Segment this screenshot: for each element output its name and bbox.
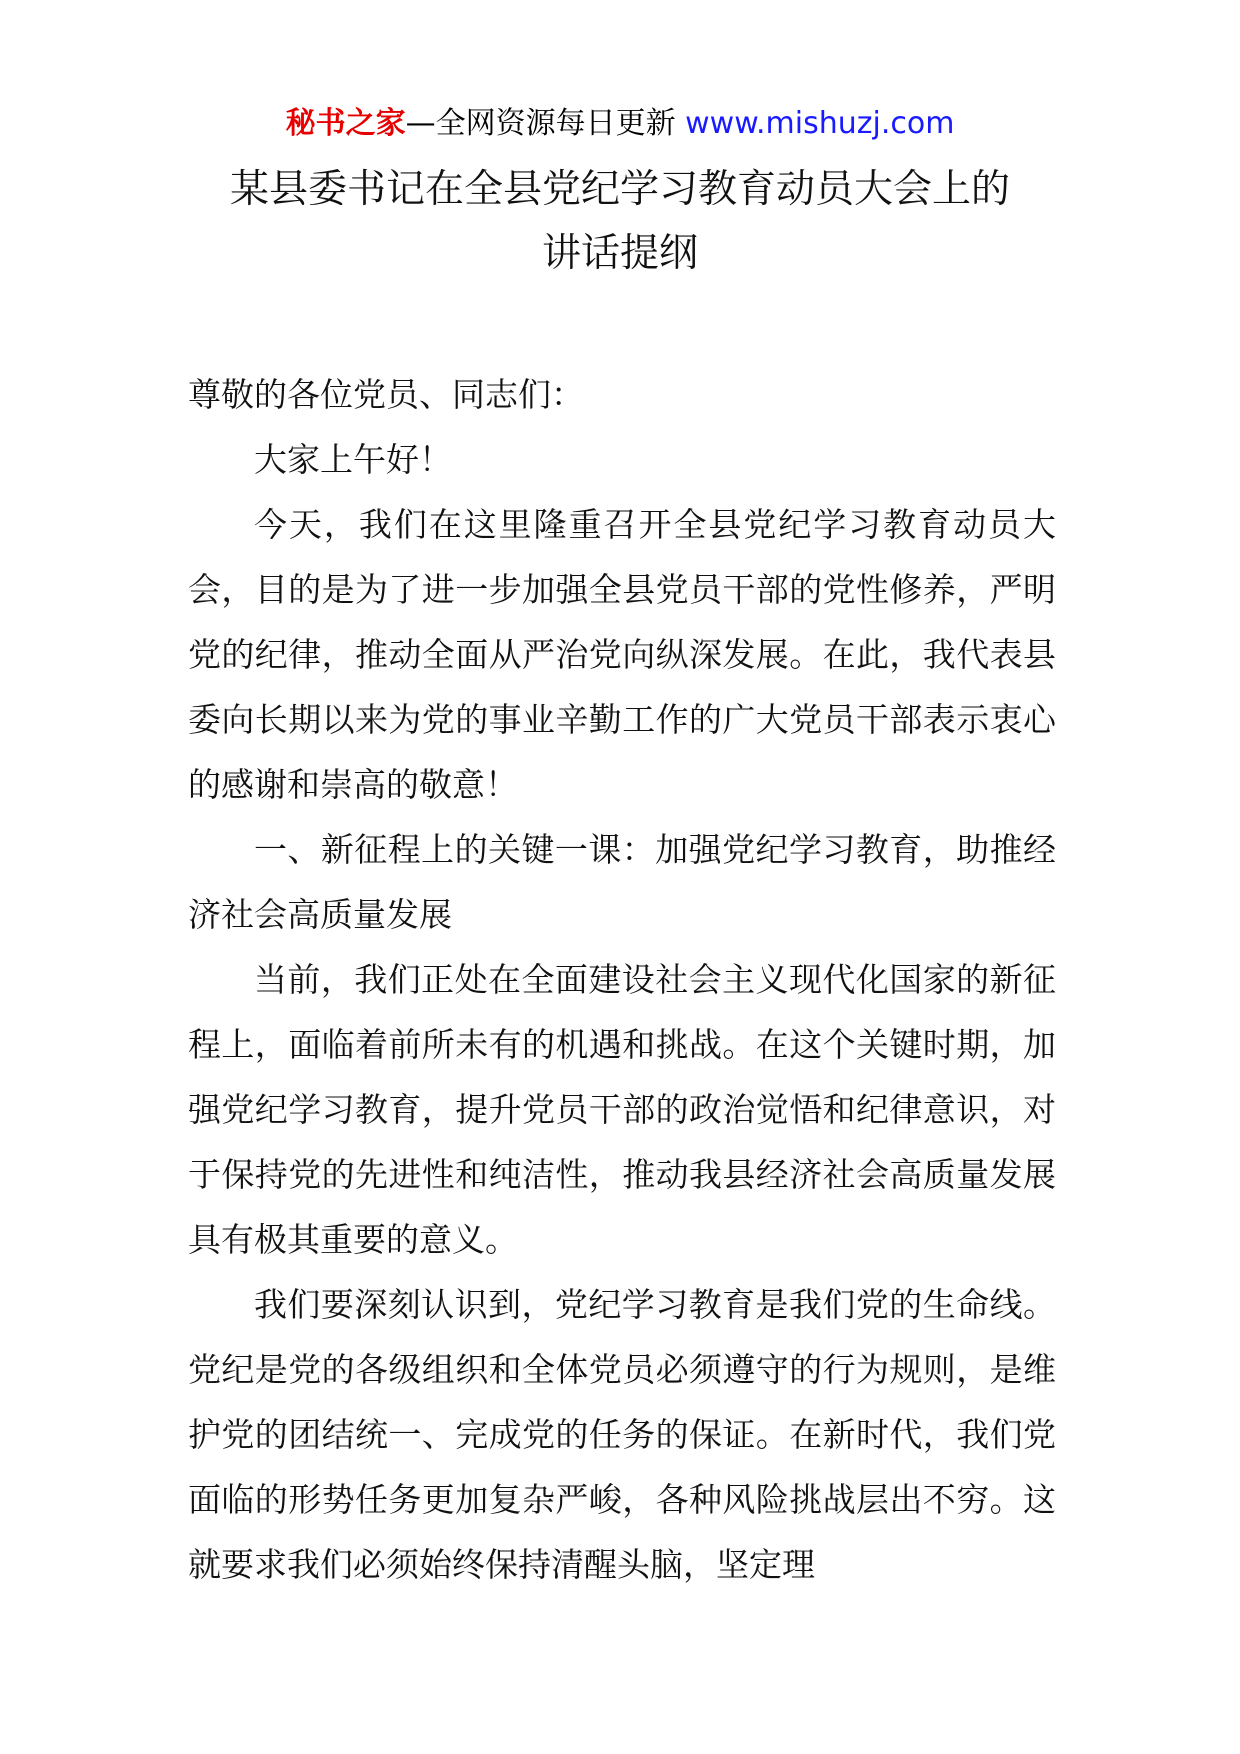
brand-name: 秘书之家 <box>285 106 406 141</box>
paragraph-party-discipline: 我们要深刻认识到，党纪学习教育是我们党的生命线。党纪是党的各级组织和全体党员必须遵守的行为规则，是维护党的团结统一、完成党的任务的保证。在新时代，我们党面临的形势任务更加复杂严峻，各种风险挑战层出不穷。这就要求我们必须始终保持清醒头脑，坚定理 <box>188 1285 1056 1584</box>
document-title <box>190 158 1050 286</box>
paragraph-current-situation: 当前，我们正处在全面建设社会主义现代化国家的新征程上，面临着前所未有的机遇和挑战。在这个关键时期，加强党纪学习教育，提升党员干部的政治觉悟和纪律意识，对于保持党的先进性和纯洁性，推动我县经济社会高质量发展具有极其重要的意义。 <box>188 960 1056 1259</box>
header-tagline: 全网资源每日更新 <box>435 106 676 141</box>
paragraph-opening: 今天，我们在这里隆重召开全县党纪学习教育动员大会，目的是为了进一步加强全县党员干部的党性修养，严明党的纪律，推动全面从严治党向纵深发展。在此，我代表县委向长期以来为党的事业辛勤工作的广大党员干部表示衷心的感谢和崇高的敬意！ <box>188 505 1056 804</box>
salutation: 尊敬的各位党员、同志们： <box>188 375 584 414</box>
site-header <box>0 100 1240 148</box>
site-url-link[interactable]: www.mishuzj.com <box>685 106 955 141</box>
greeting: 大家上午好！ <box>254 440 452 479</box>
title-line-1: 某县委书记在全县党纪学习教育动员大会上的 <box>229 167 1010 212</box>
header-dash: — <box>405 106 436 141</box>
document-body <box>188 362 1056 1597</box>
title-line-2: 讲话提纲 <box>541 231 698 276</box>
section-heading-1: 一、新征程上的关键一课：加强党纪学习教育，助推经济社会高质量发展 <box>188 830 1056 934</box>
